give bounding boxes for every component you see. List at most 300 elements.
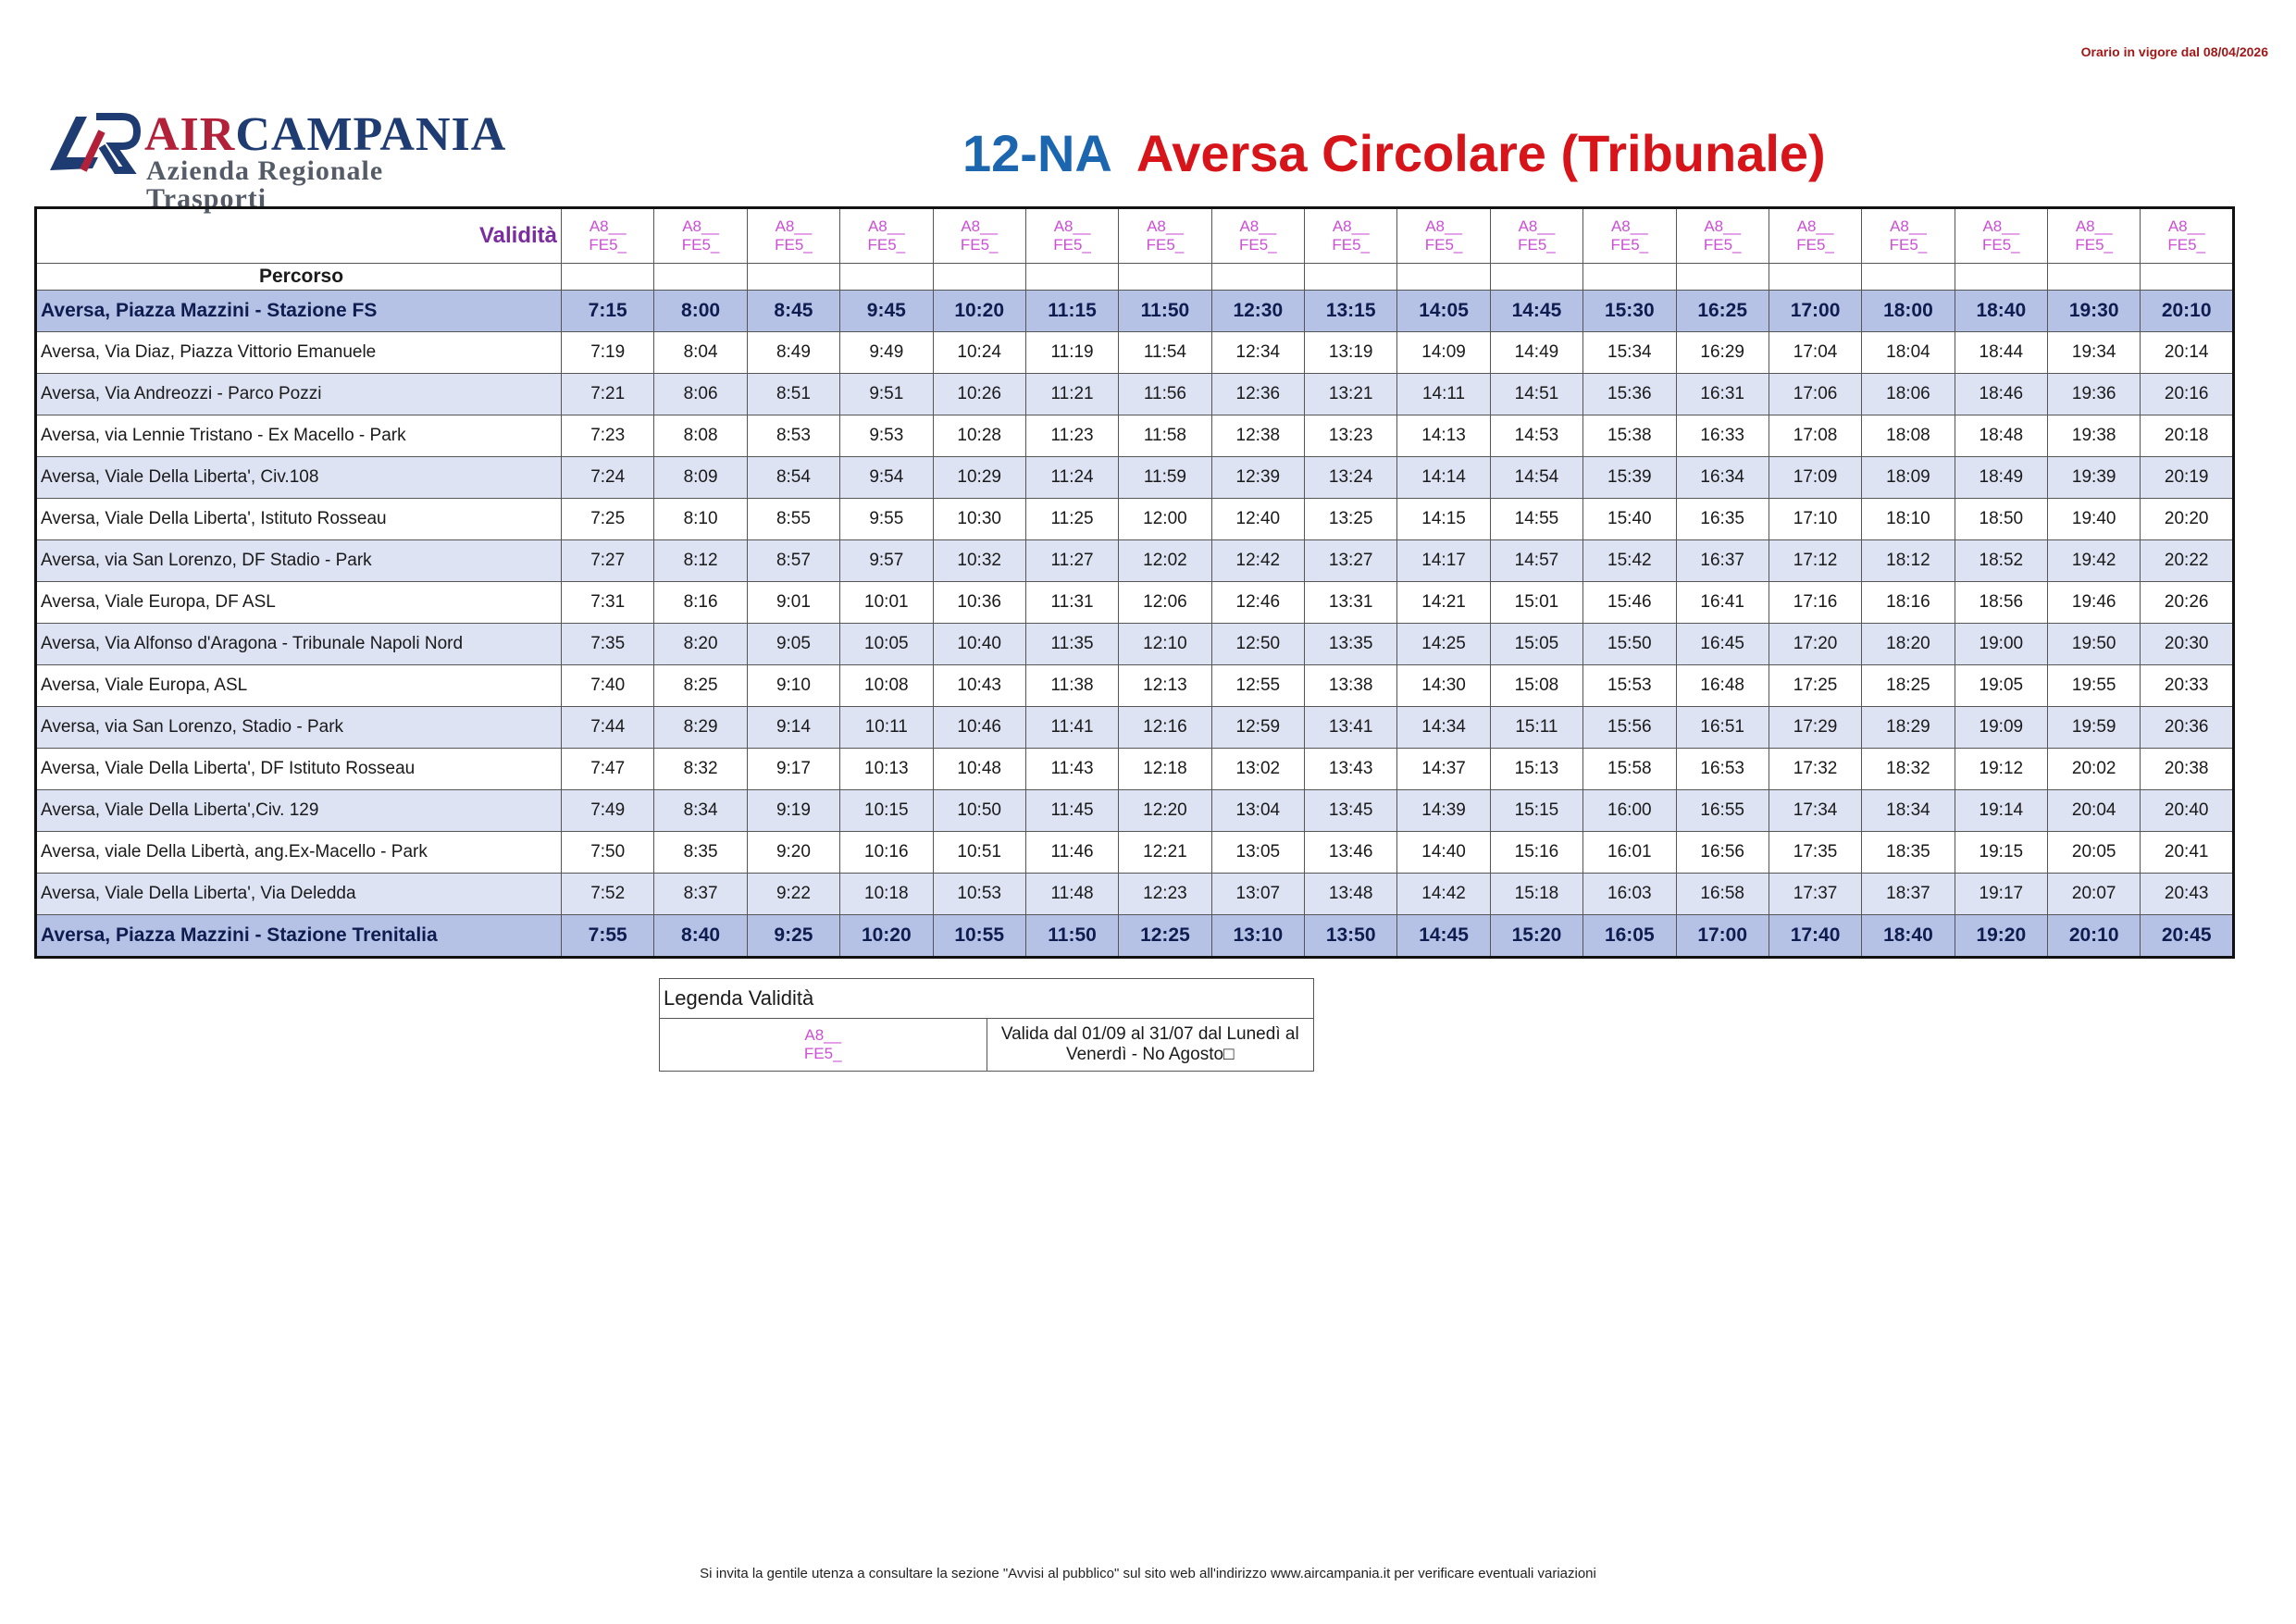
departure-time: 10:40: [933, 624, 1025, 665]
departure-time: 14:09: [1397, 332, 1490, 374]
validity-code: A8__ FE5_: [747, 208, 839, 264]
departure-time: 11:21: [1025, 374, 1118, 415]
stop-row: [36, 374, 2234, 415]
departure-time: 20:19: [2141, 457, 2234, 499]
departure-time: 11:50: [1025, 915, 1118, 958]
departure-time: 12:18: [1119, 749, 1211, 790]
stop-name: Aversa, Viale Europa, DF ASL: [36, 582, 562, 624]
departure-time: 18:34: [1862, 790, 1955, 832]
page-title: [962, 124, 1826, 182]
departure-time: 17:32: [1769, 749, 1861, 790]
departure-time: 11:15: [1025, 291, 1118, 332]
departure-time: 18:12: [1862, 540, 1955, 582]
departure-time: 19:36: [2048, 374, 2141, 415]
empty-cell: [2048, 264, 2141, 291]
departure-time: 9:19: [747, 790, 839, 832]
departure-time: 14:57: [1490, 540, 1582, 582]
departure-time: 12:39: [1211, 457, 1304, 499]
departure-time: 18:35: [1862, 832, 1955, 874]
departure-time: 8:25: [654, 665, 747, 707]
departure-time: 8:08: [654, 415, 747, 457]
departure-time: 19:59: [2048, 707, 2141, 749]
validity-code: A8__ FE5_: [1862, 208, 1955, 264]
departure-time: 15:18: [1490, 874, 1582, 915]
departure-time: 8:16: [654, 582, 747, 624]
validity-code: A8__ FE5_: [840, 208, 933, 264]
departure-time: 14:21: [1397, 582, 1490, 624]
departure-time: 11:38: [1025, 665, 1118, 707]
departure-time: 7:52: [562, 874, 654, 915]
stop-row: [36, 874, 2234, 915]
departure-time: 19:46: [2048, 582, 2141, 624]
route-name: Aversa Circolare (Tribunale): [1136, 124, 1826, 182]
departure-time: 7:44: [562, 707, 654, 749]
departure-time: 11:46: [1025, 832, 1118, 874]
departure-time: 9:55: [840, 499, 933, 540]
stop-name: Aversa, Piazza Mazzini - Stazione FS: [36, 291, 562, 332]
departure-time: 13:15: [1305, 291, 1397, 332]
departure-time: 15:36: [1583, 374, 1676, 415]
departure-time: 17:37: [1769, 874, 1861, 915]
departure-time: 9:57: [840, 540, 933, 582]
departure-time: 20:41: [2141, 832, 2234, 874]
validity-code: A8__ FE5_: [933, 208, 1025, 264]
departure-time: 10:28: [933, 415, 1025, 457]
stop-row: [36, 707, 2234, 749]
departure-time: 8:53: [747, 415, 839, 457]
departure-time: 19:20: [1955, 915, 2047, 958]
departure-time: 15:30: [1583, 291, 1676, 332]
departure-time: 12:13: [1119, 665, 1211, 707]
departure-time: 9:54: [840, 457, 933, 499]
departure-time: 20:10: [2141, 291, 2234, 332]
empty-cell: [1769, 264, 1861, 291]
departure-time: 11:45: [1025, 790, 1118, 832]
departure-time: 14:53: [1490, 415, 1582, 457]
departure-time: 13:19: [1305, 332, 1397, 374]
validity-code: A8__ FE5_: [2048, 208, 2141, 264]
departure-time: 14:11: [1397, 374, 1490, 415]
departure-time: 10:20: [840, 915, 933, 958]
departure-time: 14:14: [1397, 457, 1490, 499]
departure-time: 11:23: [1025, 415, 1118, 457]
departure-time: 20:26: [2141, 582, 2234, 624]
departure-time: 7:55: [562, 915, 654, 958]
departure-time: 11:59: [1119, 457, 1211, 499]
departure-time: 8:04: [654, 332, 747, 374]
empty-cell: [1676, 264, 1769, 291]
departure-time: 15:15: [1490, 790, 1582, 832]
departure-time: 14:15: [1397, 499, 1490, 540]
departure-time: 20:40: [2141, 790, 2234, 832]
departure-time: 12:21: [1119, 832, 1211, 874]
validity-code: A8__ FE5_: [1769, 208, 1861, 264]
departure-time: 20:07: [2048, 874, 2141, 915]
empty-cell: [1025, 264, 1118, 291]
departure-time: 15:01: [1490, 582, 1582, 624]
departure-time: 18:20: [1862, 624, 1955, 665]
departure-time: 9:20: [747, 832, 839, 874]
departure-time: 16:00: [1583, 790, 1676, 832]
stop-row: [36, 540, 2234, 582]
departure-time: 20:20: [2141, 499, 2234, 540]
terminal-stop-row: [36, 291, 2234, 332]
departure-time: 15:38: [1583, 415, 1676, 457]
departure-time: 19:12: [1955, 749, 2047, 790]
departure-time: 18:00: [1862, 291, 1955, 332]
validity-code: A8__ FE5_: [1025, 208, 1118, 264]
departure-time: 15:46: [1583, 582, 1676, 624]
departure-time: 17:10: [1769, 499, 1861, 540]
departure-time: 14:13: [1397, 415, 1490, 457]
departure-time: 16:56: [1676, 832, 1769, 874]
departure-time: 10:16: [840, 832, 933, 874]
departure-time: 13:05: [1211, 832, 1304, 874]
departure-time: 8:54: [747, 457, 839, 499]
departure-time: 16:41: [1676, 582, 1769, 624]
departure-time: 10:46: [933, 707, 1025, 749]
departure-time: 7:50: [562, 832, 654, 874]
stop-name: Aversa, Piazza Mazzini - Stazione Trenitalia: [36, 915, 562, 958]
departure-time: 18:04: [1862, 332, 1955, 374]
departure-time: 17:04: [1769, 332, 1861, 374]
validity-code: A8__ FE5_: [1583, 208, 1676, 264]
departure-time: 20:38: [2141, 749, 2234, 790]
stop-row: [36, 624, 2234, 665]
departure-time: 12:20: [1119, 790, 1211, 832]
departure-time: 8:35: [654, 832, 747, 874]
departure-time: 20:04: [2048, 790, 2141, 832]
departure-time: 14:05: [1397, 291, 1490, 332]
departure-time: 15:58: [1583, 749, 1676, 790]
departure-time: 11:48: [1025, 874, 1118, 915]
validity-code: A8__ FE5_: [1305, 208, 1397, 264]
departure-time: 10:51: [933, 832, 1025, 874]
departure-time: 20:18: [2141, 415, 2234, 457]
route-number: 12-NA: [962, 124, 1112, 182]
departure-time: 15:40: [1583, 499, 1676, 540]
legend-title: Legenda Validità: [660, 979, 1314, 1019]
stop-row: [36, 832, 2234, 874]
validity-code: A8__ FE5_: [562, 208, 654, 264]
departure-time: 7:40: [562, 665, 654, 707]
departure-time: 17:16: [1769, 582, 1861, 624]
departure-time: 10:26: [933, 374, 1025, 415]
departure-time: 13:46: [1305, 832, 1397, 874]
departure-time: 18:16: [1862, 582, 1955, 624]
departure-time: 19:42: [2048, 540, 2141, 582]
departure-time: 7:15: [562, 291, 654, 332]
departure-time: 8:10: [654, 499, 747, 540]
route-label-row: [36, 264, 2234, 291]
stop-row: [36, 415, 2234, 457]
departure-time: 9:17: [747, 749, 839, 790]
departure-time: 15:16: [1490, 832, 1582, 874]
departure-time: 8:37: [654, 874, 747, 915]
empty-cell: [933, 264, 1025, 291]
departure-time: 13:35: [1305, 624, 1397, 665]
departure-time: 18:09: [1862, 457, 1955, 499]
departure-time: 9:51: [840, 374, 933, 415]
validity-code: A8__ FE5_: [1397, 208, 1490, 264]
departure-time: 19:38: [2048, 415, 2141, 457]
departure-time: 13:24: [1305, 457, 1397, 499]
departure-time: 8:34: [654, 790, 747, 832]
logo-mark-icon: [44, 109, 141, 174]
departure-time: 13:10: [1211, 915, 1304, 958]
departure-time: 14:45: [1397, 915, 1490, 958]
departure-time: 20:36: [2141, 707, 2234, 749]
departure-time: 8:45: [747, 291, 839, 332]
departure-time: 16:03: [1583, 874, 1676, 915]
departure-time: 10:32: [933, 540, 1025, 582]
departure-time: 14:37: [1397, 749, 1490, 790]
departure-time: 9:05: [747, 624, 839, 665]
departure-time: 13:25: [1305, 499, 1397, 540]
departure-time: 18:25: [1862, 665, 1955, 707]
departure-time: 20:16: [2141, 374, 2234, 415]
departure-time: 10:29: [933, 457, 1025, 499]
departure-time: 15:34: [1583, 332, 1676, 374]
departure-time: 8:32: [654, 749, 747, 790]
departure-time: 15:53: [1583, 665, 1676, 707]
empty-cell: [1119, 264, 1211, 291]
departure-time: 11:24: [1025, 457, 1118, 499]
empty-cell: [562, 264, 654, 291]
departure-time: 16:35: [1676, 499, 1769, 540]
departure-time: 19:39: [2048, 457, 2141, 499]
departure-time: 19:15: [1955, 832, 2047, 874]
departure-time: 12:40: [1211, 499, 1304, 540]
departure-time: 15:20: [1490, 915, 1582, 958]
aircampania-logo: [44, 108, 507, 214]
departure-time: 16:25: [1676, 291, 1769, 332]
departure-time: 16:45: [1676, 624, 1769, 665]
departure-time: 9:53: [840, 415, 933, 457]
terminal-stop-row: [36, 915, 2234, 958]
stop-name: Aversa, Viale Della Liberta', Civ.108: [36, 457, 562, 499]
departure-time: 17:20: [1769, 624, 1861, 665]
departure-time: 13:45: [1305, 790, 1397, 832]
departure-time: 15:11: [1490, 707, 1582, 749]
departure-time: 10:53: [933, 874, 1025, 915]
departure-time: 13:21: [1305, 374, 1397, 415]
departure-time: 10:20: [933, 291, 1025, 332]
departure-time: 8:12: [654, 540, 747, 582]
departure-time: 18:37: [1862, 874, 1955, 915]
departure-time: 20:10: [2048, 915, 2141, 958]
departure-time: 8:29: [654, 707, 747, 749]
validity-code: A8__ FE5_: [1211, 208, 1304, 264]
departure-time: 12:16: [1119, 707, 1211, 749]
stop-row: [36, 790, 2234, 832]
departure-time: 11:54: [1119, 332, 1211, 374]
departure-time: 8:00: [654, 291, 747, 332]
departure-time: 15:56: [1583, 707, 1676, 749]
departure-time: 13:50: [1305, 915, 1397, 958]
departure-time: 14:55: [1490, 499, 1582, 540]
validity-row: [36, 208, 2234, 264]
validity-code: A8__ FE5_: [1490, 208, 1582, 264]
departure-time: 11:56: [1119, 374, 1211, 415]
departure-time: 9:49: [840, 332, 933, 374]
departure-time: 17:12: [1769, 540, 1861, 582]
footer-notice: Si invita la gentile utenza a consultare la sezione "Avvisi al pubblico" sul sito web all'indirizzo www.aircampania.it per verificare eventuali variazioni: [700, 1566, 1596, 1581]
departure-time: 11:19: [1025, 332, 1118, 374]
departure-time: 16:37: [1676, 540, 1769, 582]
departure-time: 11:31: [1025, 582, 1118, 624]
departure-time: 19:17: [1955, 874, 2047, 915]
stop-row: [36, 499, 2234, 540]
departure-time: 15:42: [1583, 540, 1676, 582]
departure-time: 10:55: [933, 915, 1025, 958]
departure-time: 18:32: [1862, 749, 1955, 790]
validity-legend: [659, 978, 1314, 1072]
stop-name: Aversa, via San Lorenzo, DF Stadio - Park: [36, 540, 562, 582]
departure-time: 7:31: [562, 582, 654, 624]
departure-time: 13:04: [1211, 790, 1304, 832]
departure-time: 10:50: [933, 790, 1025, 832]
departure-time: 14:49: [1490, 332, 1582, 374]
departure-time: 10:11: [840, 707, 933, 749]
empty-cell: [1305, 264, 1397, 291]
departure-time: 16:48: [1676, 665, 1769, 707]
departure-time: 7:49: [562, 790, 654, 832]
empty-cell: [1490, 264, 1582, 291]
validity-label: Validità: [36, 208, 562, 264]
stop-name: Aversa, via San Lorenzo, Stadio - Park: [36, 707, 562, 749]
empty-cell: [1211, 264, 1304, 291]
departure-time: 15:13: [1490, 749, 1582, 790]
stop-name: Aversa, Via Alfonso d'Aragona - Tribunale Napoli Nord: [36, 624, 562, 665]
departure-time: 8:49: [747, 332, 839, 374]
departure-time: 8:06: [654, 374, 747, 415]
empty-cell: [654, 264, 747, 291]
departure-time: 7:47: [562, 749, 654, 790]
departure-time: 12:42: [1211, 540, 1304, 582]
departure-time: 16:53: [1676, 749, 1769, 790]
departure-time: 14:42: [1397, 874, 1490, 915]
departure-time: 12:34: [1211, 332, 1304, 374]
departure-time: 15:50: [1583, 624, 1676, 665]
stop-name: Aversa, via Lennie Tristano - Ex Macello - Park: [36, 415, 562, 457]
departure-time: 14:30: [1397, 665, 1490, 707]
validity-code: A8__ FE5_: [2141, 208, 2234, 264]
departure-time: 18:48: [1955, 415, 2047, 457]
departure-time: 19:40: [2048, 499, 2141, 540]
empty-cell: [747, 264, 839, 291]
departure-time: 11:43: [1025, 749, 1118, 790]
legend-description: Valida dal 01/09 al 31/07 dal Lunedì al Venerdì - No Agosto□: [987, 1019, 1314, 1072]
departure-time: 9:45: [840, 291, 933, 332]
stop-name: Aversa, Viale Della Liberta',Civ. 129: [36, 790, 562, 832]
logo-wordmark: AIRCAMPANIA: [144, 108, 507, 161]
departure-time: 17:34: [1769, 790, 1861, 832]
stop-name: Aversa, Viale Europa, ASL: [36, 665, 562, 707]
departure-time: 13:48: [1305, 874, 1397, 915]
departure-time: 13:41: [1305, 707, 1397, 749]
departure-time: 14:25: [1397, 624, 1490, 665]
departure-time: 11:50: [1119, 291, 1211, 332]
validity-code: A8__ FE5_: [654, 208, 747, 264]
departure-time: 18:40: [1862, 915, 1955, 958]
departure-time: 10:43: [933, 665, 1025, 707]
departure-time: 20:45: [2141, 915, 2234, 958]
stop-row: [36, 582, 2234, 624]
departure-time: 14:54: [1490, 457, 1582, 499]
departure-time: 15:39: [1583, 457, 1676, 499]
empty-cell: [1583, 264, 1676, 291]
departure-time: 12:55: [1211, 665, 1304, 707]
departure-time: 12:06: [1119, 582, 1211, 624]
departure-time: 13:23: [1305, 415, 1397, 457]
departure-time: 7:35: [562, 624, 654, 665]
effective-date: Orario in vigore dal 08/04/2026: [2080, 44, 2268, 59]
departure-time: 20:43: [2141, 874, 2234, 915]
departure-time: 8:40: [654, 915, 747, 958]
stop-name: Aversa, Viale Della Liberta', Via Deledda: [36, 874, 562, 915]
departure-time: 13:02: [1211, 749, 1304, 790]
departure-time: 19:00: [1955, 624, 2047, 665]
departure-time: 12:10: [1119, 624, 1211, 665]
departure-time: 9:25: [747, 915, 839, 958]
stop-name: Aversa, Viale Della Liberta', DF Istituto Rosseau: [36, 749, 562, 790]
departure-time: 16:05: [1583, 915, 1676, 958]
departure-time: 12:25: [1119, 915, 1211, 958]
logo-subtitle: Azienda Regionale Trasporti: [146, 155, 384, 214]
departure-time: 18:50: [1955, 499, 2047, 540]
departure-time: 16:58: [1676, 874, 1769, 915]
departure-time: 10:24: [933, 332, 1025, 374]
departure-time: 18:40: [1955, 291, 2047, 332]
departure-time: 14:51: [1490, 374, 1582, 415]
stop-name: Aversa, viale Della Libertà, ang.Ex-Macello - Park: [36, 832, 562, 874]
departure-time: 11:25: [1025, 499, 1118, 540]
stop-name: Aversa, Via Andreozzi - Parco Pozzi: [36, 374, 562, 415]
departure-time: 12:46: [1211, 582, 1304, 624]
stop-row: [36, 749, 2234, 790]
departure-time: 11:58: [1119, 415, 1211, 457]
departure-time: 7:24: [562, 457, 654, 499]
departure-time: 12:36: [1211, 374, 1304, 415]
departure-time: 14:34: [1397, 707, 1490, 749]
departure-time: 18:06: [1862, 374, 1955, 415]
departure-time: 9:10: [747, 665, 839, 707]
departure-time: 18:08: [1862, 415, 1955, 457]
departure-time: 8:57: [747, 540, 839, 582]
departure-time: 13:07: [1211, 874, 1304, 915]
departure-time: 12:50: [1211, 624, 1304, 665]
departure-time: 8:09: [654, 457, 747, 499]
departure-time: 10:18: [840, 874, 933, 915]
departure-time: 17:00: [1676, 915, 1769, 958]
stop-row: [36, 332, 2234, 374]
departure-time: 16:33: [1676, 415, 1769, 457]
stop-name: Aversa, Via Diaz, Piazza Vittorio Emanuele: [36, 332, 562, 374]
departure-time: 19:34: [2048, 332, 2141, 374]
departure-time: 17:40: [1769, 915, 1861, 958]
departure-time: 13:31: [1305, 582, 1397, 624]
departure-time: 15:05: [1490, 624, 1582, 665]
departure-time: 17:09: [1769, 457, 1861, 499]
departure-time: 18:56: [1955, 582, 2047, 624]
departure-time: 12:02: [1119, 540, 1211, 582]
departure-time: 14:39: [1397, 790, 1490, 832]
departure-time: 10:15: [840, 790, 933, 832]
departure-time: 14:17: [1397, 540, 1490, 582]
departure-time: 8:51: [747, 374, 839, 415]
departure-time: 12:30: [1211, 291, 1304, 332]
